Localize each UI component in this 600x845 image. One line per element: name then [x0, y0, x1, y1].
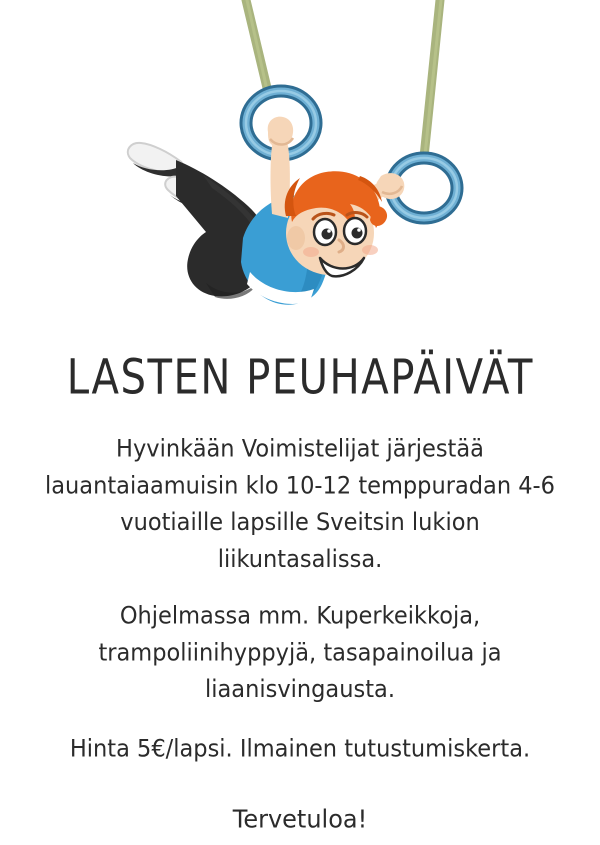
- closing-greeting: Tervetuloa!: [232, 804, 368, 834]
- shoe-upper-icon: [128, 143, 183, 176]
- page-title: LASTEN PEUHAPÄIVÄT: [66, 348, 534, 406]
- poster-text-block: [30, 335, 570, 833]
- illustration-gymnast: [0, 0, 600, 335]
- gymnast-illustration-svg: [0, 0, 600, 335]
- rope-left-icon: [246, 0, 268, 92]
- rope-right-icon: [424, 0, 441, 157]
- paragraph-price: Hinta 5€/lapsi. Ilmainen tutustumiskerta.: [69, 735, 531, 763]
- paragraph-schedule: Hyvinkään Voimistelijat järjestää lauantaiaamuisin klo 10-12 temppuradan 4-6 vuotiaille lapsille Sveitsin lukion liikuntasalissa.: [44, 435, 555, 574]
- paragraph-program: Ohjelmassa mm. Kuperkeikkoja, trampoliinihyppyjä, tasapainoilua ja liaanisvingausta.: [98, 602, 502, 704]
